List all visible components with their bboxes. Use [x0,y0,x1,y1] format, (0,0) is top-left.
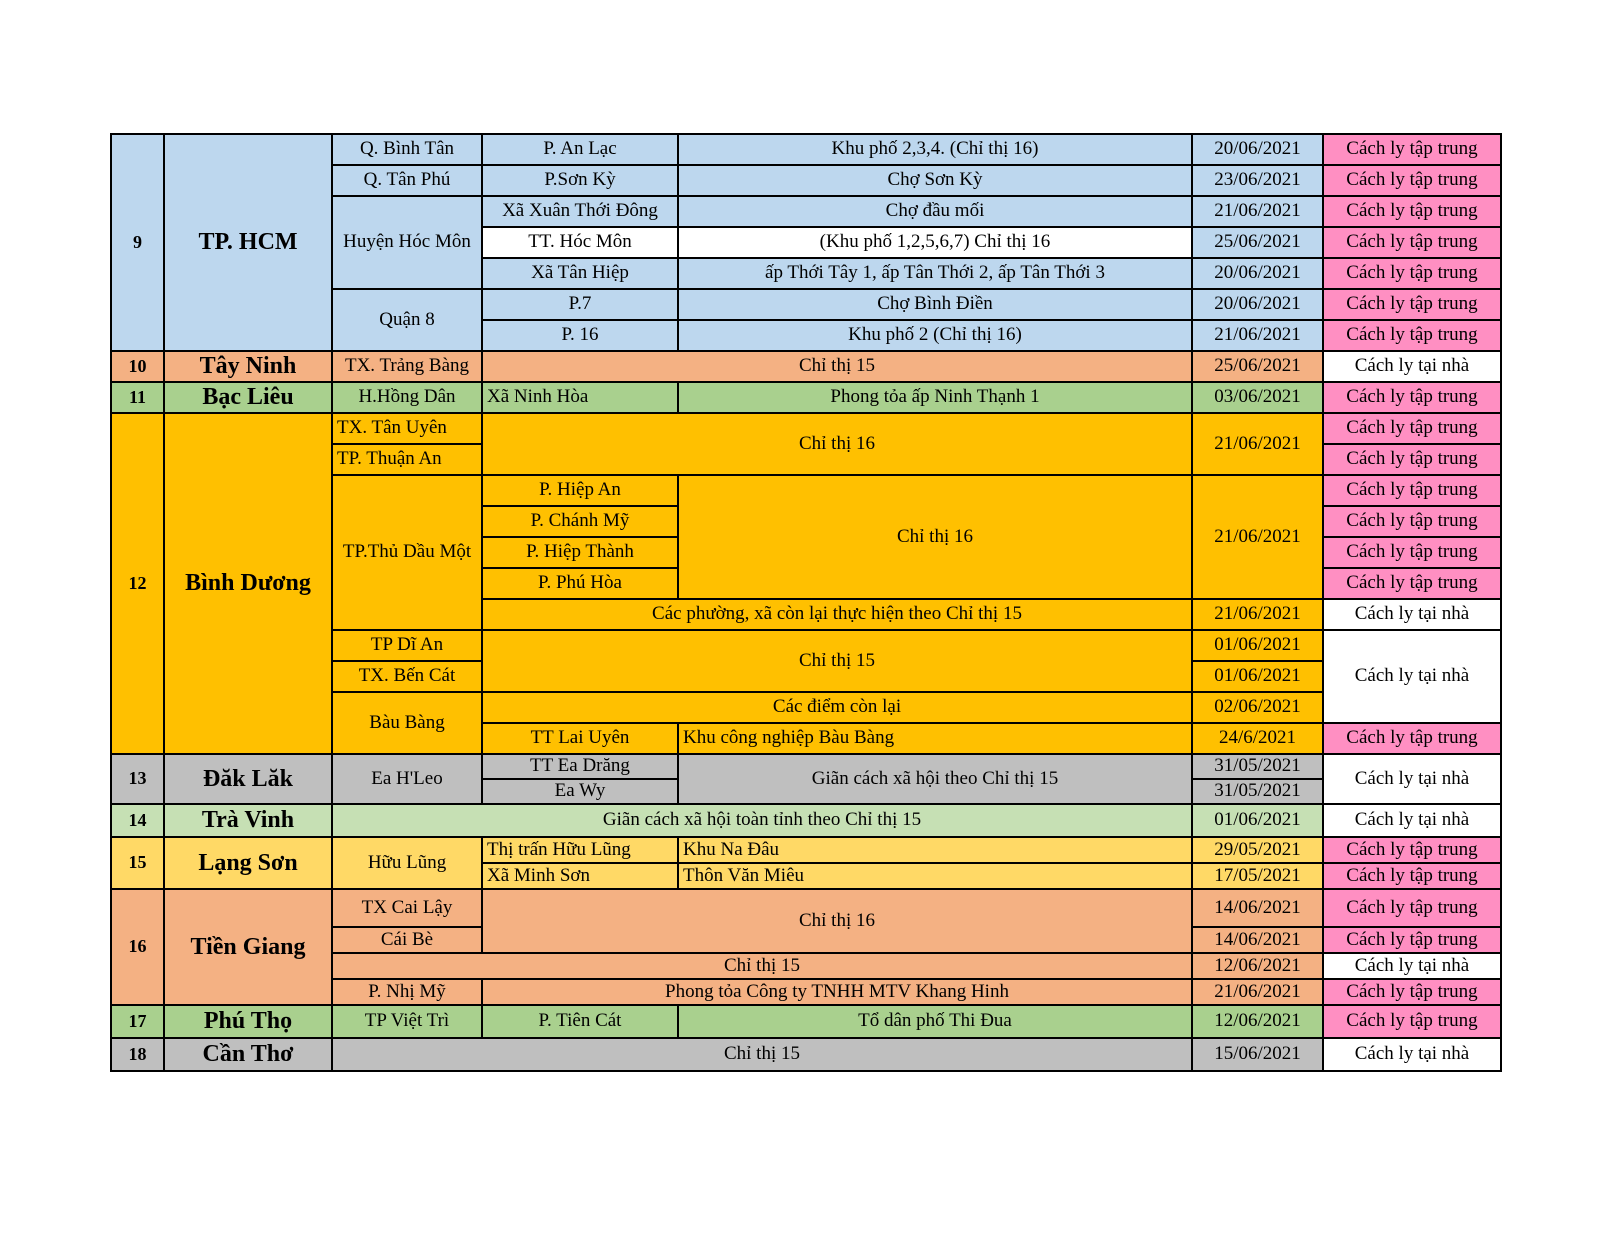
ward-cell: Xã Tân Hiệp [482,258,678,289]
stt-cell: 14 [111,804,164,837]
ward-cell: TT. Hóc Môn [482,227,678,258]
district-cell: Q. Bình Tân [332,134,482,165]
area-cell: Chỉ thị 15 [332,953,1192,979]
isolation-cell: Cách ly tập trung [1323,227,1501,258]
district-cell: TX. Tân Uyên [332,413,482,444]
date-cell: 20/06/2021 [1192,289,1323,320]
province-cell: TP. HCM [164,134,332,351]
date-cell: 20/06/2021 [1192,134,1323,165]
stt-cell: 9 [111,134,164,351]
stt-cell: 10 [111,351,164,382]
ward-cell: Thị trấn Hữu Lũng [482,837,678,863]
area-cell: Giãn cách xã hội toàn tỉnh theo Chỉ thị 15 [332,804,1192,837]
area-cell: Khu Na Đâu [678,837,1192,863]
area-cell: (Khu phố 1,2,5,6,7) Chỉ thị 16 [678,227,1192,258]
isolation-cell: Cách ly tập trung [1323,165,1501,196]
isolation-cell: Cách ly tại nhà [1323,754,1501,804]
isolation-cell: Cách ly tại nhà [1323,351,1501,382]
area-cell: Chỉ thị 15 [482,351,1192,382]
date-cell: 14/06/2021 [1192,927,1323,953]
table-row [111,351,1501,382]
area-cell: Khu phố 2,3,4. (Chỉ thị 16) [678,134,1192,165]
table-row [111,1005,1501,1038]
date-cell: 14/06/2021 [1192,889,1323,927]
ward-cell: P. Hiệp An [482,475,678,506]
area-cell: Chợ đầu mối [678,196,1192,227]
district-cell: TP. Thuận An [332,444,482,475]
ward-cell: TT Lai Uyên [482,723,678,754]
district-cell: TP.Thủ Dầu Một [332,475,482,630]
district-cell: Hữu Lũng [332,837,482,889]
isolation-cell: Cách ly tập trung [1323,506,1501,537]
area-cell: Chợ Bình Điền [678,289,1192,320]
district-cell: TP Dĩ An [332,630,482,661]
ward-cell: P. Tiên Cát [482,1005,678,1038]
isolation-cell: Cách ly tại nhà [1323,1038,1501,1071]
area-cell: Chỉ thị 16 [482,413,1192,475]
isolation-cell: Cách ly tập trung [1323,863,1501,889]
area-cell: Phong tỏa ấp Ninh Thạnh 1 [678,382,1192,413]
stt-cell: 13 [111,754,164,804]
isolation-cell: Cách ly tập trung [1323,413,1501,444]
area-cell: Các điểm còn lại [482,692,1192,723]
date-cell: 21/06/2021 [1192,413,1323,475]
date-cell: 21/06/2021 [1192,475,1323,599]
date-cell: 21/06/2021 [1192,320,1323,351]
district-cell: TP Việt Trì [332,1005,482,1038]
district-cell: Quận 8 [332,289,482,351]
table-row [111,754,1501,779]
date-cell: 31/05/2021 [1192,779,1323,804]
province-cell: Tây Ninh [164,351,332,382]
ward-cell: Xã Ninh Hòa [482,382,678,413]
date-cell: 21/06/2021 [1192,599,1323,630]
stt-cell: 11 [111,382,164,413]
province-cell: Bình Dương [164,413,332,754]
date-cell: 01/06/2021 [1192,661,1323,692]
ward-cell: P.Sơn Kỳ [482,165,678,196]
date-cell: 23/06/2021 [1192,165,1323,196]
area-cell: Chỉ thị 15 [482,630,1192,692]
isolation-cell: Cách ly tập trung [1323,979,1501,1005]
isolation-cell: Cách ly tại nhà [1323,630,1501,723]
area-cell: Các phường, xã còn lại thực hiện theo Chỉ thị 15 [482,599,1192,630]
area-cell: Giãn cách xã hội theo Chỉ thị 15 [678,754,1192,804]
district-cell: Huyện Hóc Môn [332,196,482,289]
province-cell: Trà Vinh [164,804,332,837]
ward-cell: Ea Wy [482,779,678,804]
district-cell: Ea H'Leo [332,754,482,804]
ward-cell: P. Chánh Mỹ [482,506,678,537]
district-cell: TX. Trảng Bàng [332,351,482,382]
ward-cell: Xã Xuân Thới Đông [482,196,678,227]
stt-cell: 15 [111,837,164,889]
area-cell: Tổ dân phố Thi Đua [678,1005,1192,1038]
date-cell: 17/05/2021 [1192,863,1323,889]
province-cell: Bạc Liêu [164,382,332,413]
date-cell: 24/6/2021 [1192,723,1323,754]
isolation-cell: Cách ly tại nhà [1323,953,1501,979]
area-cell: Chỉ thị 16 [482,889,1192,953]
date-cell: 01/06/2021 [1192,630,1323,661]
isolation-cell: Cách ly tập trung [1323,837,1501,863]
area-cell: Thôn Văn Miêu [678,863,1192,889]
district-cell: P. Nhị Mỹ [332,979,482,1005]
isolation-cell: Cách ly tập trung [1323,927,1501,953]
date-cell: 15/06/2021 [1192,1038,1323,1071]
table-row [111,1038,1501,1071]
isolation-cell: Cách ly tập trung [1323,258,1501,289]
isolation-cell: Cách ly tại nhà [1323,599,1501,630]
date-cell: 03/06/2021 [1192,382,1323,413]
date-cell: 25/06/2021 [1192,351,1323,382]
isolation-cell: Cách ly tập trung [1323,889,1501,927]
ward-cell: P. Phú Hòa [482,568,678,599]
date-cell: 21/06/2021 [1192,196,1323,227]
district-cell: TX Cai Lậy [332,889,482,927]
isolation-cell: Cách ly tập trung [1323,475,1501,506]
province-cell: Lạng Sơn [164,837,332,889]
date-cell: 01/06/2021 [1192,804,1323,837]
stt-cell: 18 [111,1038,164,1071]
date-cell: 31/05/2021 [1192,754,1323,779]
area-cell: Khu công nghiệp Bàu Bàng [678,723,1192,754]
area-cell: ấp Thới Tây 1, ấp Tân Thới 2, ấp Tân Thới 3 [678,258,1192,289]
table-row [111,382,1501,413]
date-cell: 29/05/2021 [1192,837,1323,863]
area-cell: Chợ Sơn Kỳ [678,165,1192,196]
isolation-cell: Cách ly tập trung [1323,723,1501,754]
date-cell: 02/06/2021 [1192,692,1323,723]
date-cell: 20/06/2021 [1192,258,1323,289]
area-cell: Phong tỏa Công ty TNHH MTV Khang Hinh [482,979,1192,1005]
isolation-cell: Cách ly tập trung [1323,568,1501,599]
isolation-cell: Cách ly tập trung [1323,134,1501,165]
ward-cell: Xã Minh Sơn [482,863,678,889]
district-cell: TX. Bến Cát [332,661,482,692]
ward-cell: P. 16 [482,320,678,351]
isolation-cell: Cách ly tập trung [1323,382,1501,413]
quarantine-table [110,133,1502,1072]
ward-cell: TT Ea Drăng [482,754,678,779]
table-row [111,837,1501,863]
ward-cell: P.7 [482,289,678,320]
stt-cell: 16 [111,889,164,1005]
date-cell: 12/06/2021 [1192,953,1323,979]
date-cell: 21/06/2021 [1192,979,1323,1005]
stt-cell: 17 [111,1005,164,1038]
district-cell: H.Hồng Dân [332,382,482,413]
isolation-cell: Cách ly tập trung [1323,1005,1501,1038]
province-cell: Phú Thọ [164,1005,332,1038]
table-row [111,134,1501,165]
ward-cell: P. Hiệp Thành [482,537,678,568]
province-cell: Cần Thơ [164,1038,332,1071]
area-cell: Khu phố 2 (Chỉ thị 16) [678,320,1192,351]
ward-cell: P. An Lạc [482,134,678,165]
isolation-cell: Cách ly tại nhà [1323,804,1501,837]
province-cell: Đăk Lăk [164,754,332,804]
district-cell: Bàu Bàng [332,692,482,754]
isolation-cell: Cách ly tập trung [1323,289,1501,320]
isolation-cell: Cách ly tập trung [1323,444,1501,475]
isolation-cell: Cách ly tập trung [1323,196,1501,227]
area-cell: Chỉ thị 16 [678,475,1192,599]
isolation-cell: Cách ly tập trung [1323,537,1501,568]
table-row [111,804,1501,837]
date-cell: 12/06/2021 [1192,1005,1323,1038]
district-cell: Q. Tân Phú [332,165,482,196]
area-cell: Chỉ thị 15 [332,1038,1192,1071]
table-row [111,413,1501,444]
table-row [111,889,1501,927]
province-cell: Tiền Giang [164,889,332,1005]
stt-cell: 12 [111,413,164,754]
isolation-cell: Cách ly tập trung [1323,320,1501,351]
district-cell: Cái Bè [332,927,482,953]
date-cell: 25/06/2021 [1192,227,1323,258]
